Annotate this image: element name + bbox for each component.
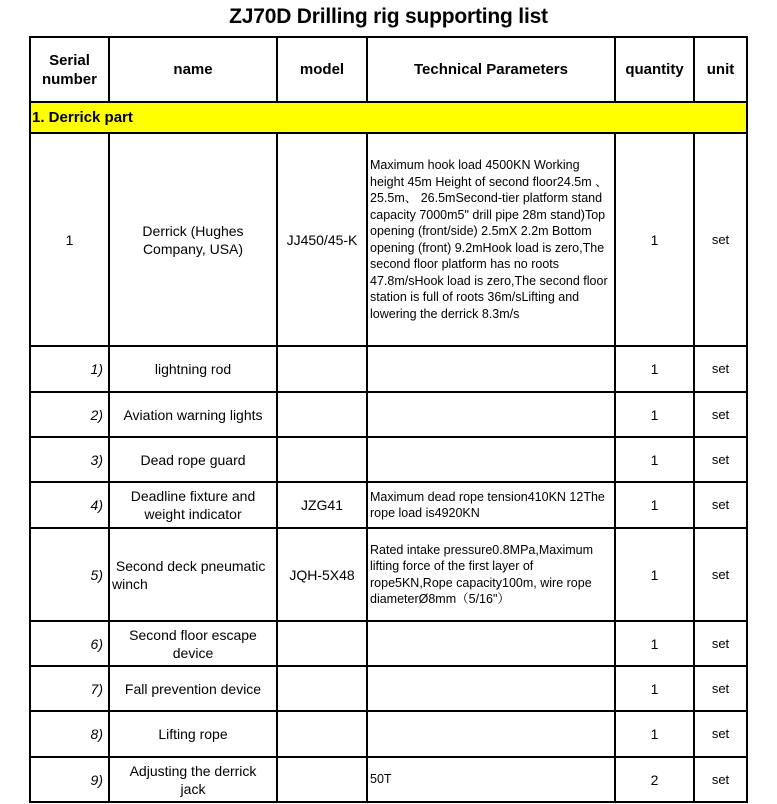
model-cell xyxy=(277,757,367,802)
tech-cell: Rated intake pressure0.8MPa,Maximum lifting force of the first layer of rope5KN,Rope capacity100m, wire rope diameterØ8mm（5/16"） xyxy=(367,528,615,621)
header-serial xyxy=(30,37,109,102)
model-cell xyxy=(277,346,367,392)
unit-cell: set xyxy=(694,757,747,802)
tech-cell xyxy=(367,346,615,392)
header-name: name xyxy=(109,37,277,102)
tech-cell xyxy=(367,711,615,757)
document-title: ZJ70D Drilling rig supporting list xyxy=(229,5,548,28)
table-row xyxy=(30,621,747,666)
quantity-cell: 1 xyxy=(615,437,694,482)
unit-cell: set xyxy=(694,437,747,482)
section-row xyxy=(30,102,747,133)
table-row xyxy=(30,346,747,392)
model-cell xyxy=(277,711,367,757)
name-cell: Second deck pneumatic winch xyxy=(109,528,277,621)
quantity-cell: 1 xyxy=(615,666,694,711)
quantity-cell: 1 xyxy=(615,392,694,437)
table-row xyxy=(30,757,747,802)
header-tech: Technical Parameters xyxy=(367,37,615,102)
model-cell: JQH-5X48 xyxy=(277,528,367,621)
serial-cell: 9) xyxy=(30,757,109,802)
tech-cell xyxy=(367,666,615,711)
tech-cell: Maximum hook load 4500KN Working height 45m Height of second floor24.5m 、25.5m、 26.5mSecond-tier platform stand capacity 7000m5" drill pipe 28m stand)Top opening (front/side) 2.5mX 2.2m Bottom opening (front) 9.2mHook load is zero,The second floor platform has no roots 47.8m/sHook load is zero,The second floor station is full of roots 36m/sLifting and lowering the derrick 8.3m/s xyxy=(367,133,615,346)
serial-cell: 2) xyxy=(30,392,109,437)
model-cell: JJ450/45-K xyxy=(277,133,367,346)
tech-cell xyxy=(367,437,615,482)
unit-cell: set xyxy=(694,392,747,437)
serial-cell: 4) xyxy=(30,482,109,528)
quantity-cell: 1 xyxy=(615,621,694,666)
table-row xyxy=(30,392,747,437)
model-cell xyxy=(277,437,367,482)
table-row xyxy=(30,711,747,757)
unit-cell: set xyxy=(694,621,747,666)
unit-cell: set xyxy=(694,666,747,711)
table-row xyxy=(30,528,747,621)
table-row xyxy=(30,133,747,346)
tech-cell xyxy=(367,621,615,666)
name-cell: Derrick (Hughes Company, USA) xyxy=(109,133,277,346)
tech-cell xyxy=(367,392,615,437)
name-cell: Adjusting the derrick jack xyxy=(109,757,277,802)
header-unit: unit xyxy=(694,37,747,102)
model-cell: JZG41 xyxy=(277,482,367,528)
name-cell: lightning rod xyxy=(109,346,277,392)
quantity-cell: 1 xyxy=(615,528,694,621)
unit-cell: set xyxy=(694,482,747,528)
quantity-cell: 1 xyxy=(615,133,694,346)
serial-cell: 7) xyxy=(30,666,109,711)
quantity-cell: 2 xyxy=(615,757,694,802)
quantity-cell: 1 xyxy=(615,711,694,757)
tech-cell: Maximum dead rope tension410KN 12The rope load is4920KN xyxy=(367,482,615,528)
header-row xyxy=(30,37,747,102)
section-label: 1. Derrick part xyxy=(30,102,747,133)
model-cell xyxy=(277,621,367,666)
quantity-cell: 1 xyxy=(615,482,694,528)
serial-cell: 1 xyxy=(30,133,109,346)
serial-cell: 1) xyxy=(30,346,109,392)
unit-cell: set xyxy=(694,711,747,757)
tech-cell: 50T xyxy=(367,757,615,802)
serial-cell: 5) xyxy=(30,528,109,621)
serial-cell: 3) xyxy=(30,437,109,482)
header-quantity: quantity xyxy=(615,37,694,102)
supporting-list-table xyxy=(29,36,748,803)
table-row xyxy=(30,482,747,528)
name-cell: Deadline fixture and weight indicator xyxy=(109,482,277,528)
name-cell: Second floor escape device xyxy=(109,621,277,666)
table-row xyxy=(30,437,747,482)
unit-cell: set xyxy=(694,346,747,392)
name-cell: Lifting rope xyxy=(109,711,277,757)
quantity-cell: 1 xyxy=(615,346,694,392)
unit-cell: set xyxy=(694,133,747,346)
header-serial-label: Serial number xyxy=(41,51,97,88)
unit-cell: set xyxy=(694,528,747,621)
serial-cell: 6) xyxy=(30,621,109,666)
serial-cell: 8) xyxy=(30,711,109,757)
model-cell xyxy=(277,392,367,437)
table-row xyxy=(30,666,747,711)
model-cell xyxy=(277,666,367,711)
name-cell: Fall prevention device xyxy=(109,666,277,711)
name-cell: Dead rope guard xyxy=(109,437,277,482)
header-model: model xyxy=(277,37,367,102)
name-cell: Aviation warning lights xyxy=(109,392,277,437)
